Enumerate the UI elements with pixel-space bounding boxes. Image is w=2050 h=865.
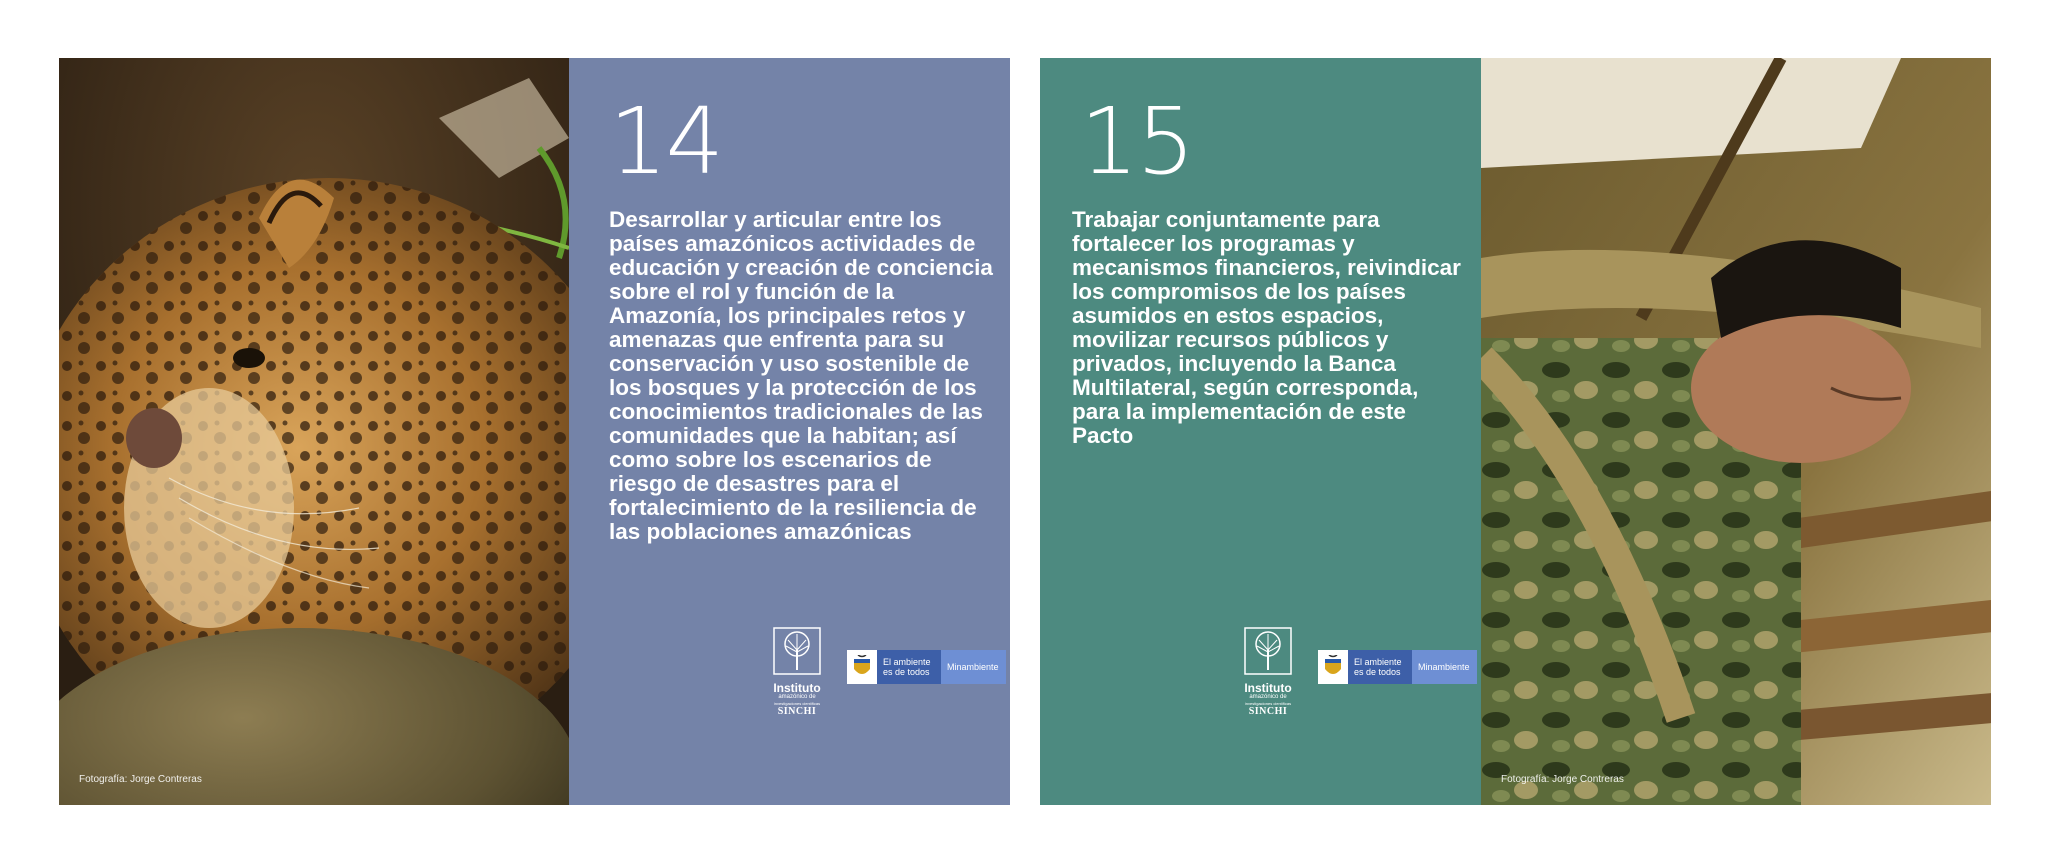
section-number: 15 <box>1080 88 1194 195</box>
gov-slogan: El ambiente es de todos <box>877 650 941 684</box>
man-image <box>1481 58 1991 805</box>
coat-of-arms-icon <box>1318 650 1348 684</box>
text-panel-14 <box>569 58 1010 805</box>
section-text: Desarrollar y articular entre los países amazónicos actividades de educación y creación de conciencia sobre el rol y función de la Amazonía, los principales retos y amenazas que enfrenta para su conservación y uso sostenible de los bosques y la protección de los conocimientos tradicionales de las comunidades que la habitan; así como sobre los escenarios de riesgo de desastres para el fortalecimiento de la resiliencia de las poblaciones amazónicas <box>609 207 993 544</box>
sinchi-sub2: investigaciones científicas <box>1244 701 1292 706</box>
sinchi-name: Instituto <box>1244 681 1292 695</box>
ministry-label: Minambiente <box>1412 650 1477 684</box>
sinchi-logo <box>1240 626 1296 717</box>
man-carrying-load-photo <box>1481 58 1991 805</box>
page-15-spread <box>1040 58 1991 805</box>
tree-icon <box>772 626 822 676</box>
photo-credit: Fotografía: Jorge Contreras <box>79 774 202 785</box>
sinchi-logo <box>769 626 825 717</box>
coat-of-arms-icon <box>847 650 877 684</box>
government-logo <box>1318 650 1477 684</box>
sinchi-sub: amazónico de <box>1249 694 1287 700</box>
page-14-spread <box>59 58 1010 805</box>
section-text: Trabajar conjuntamente para fortalecer los programas y mecanismos financieros, reivindicar los compromisos de los países asumidos en estos espacios, movilizar recursos públicos y privados, incluyendo la Banca Multilateral, según corresponda, para la implementación de este Pacto <box>1072 207 1461 448</box>
gov-slogan: El ambiente es de todos <box>1348 650 1412 684</box>
government-logo <box>847 650 1006 684</box>
sinchi-sub2: investigaciones científicas <box>773 701 821 706</box>
sinchi-brand: SINCHI <box>1248 706 1288 717</box>
sinchi-brand: SINCHI <box>777 706 817 717</box>
sinchi-sub: amazónico de <box>778 694 816 700</box>
section-number: 14 <box>609 88 723 195</box>
jaguar-image <box>59 58 569 805</box>
tree-icon <box>1243 626 1293 676</box>
ministry-label: Minambiente <box>941 650 1006 684</box>
jaguar-photo <box>59 58 569 805</box>
sinchi-name: Instituto <box>773 681 821 695</box>
photo-credit: Fotografía: Jorge Contreras <box>1501 774 1624 785</box>
text-panel-15 <box>1040 58 1481 805</box>
